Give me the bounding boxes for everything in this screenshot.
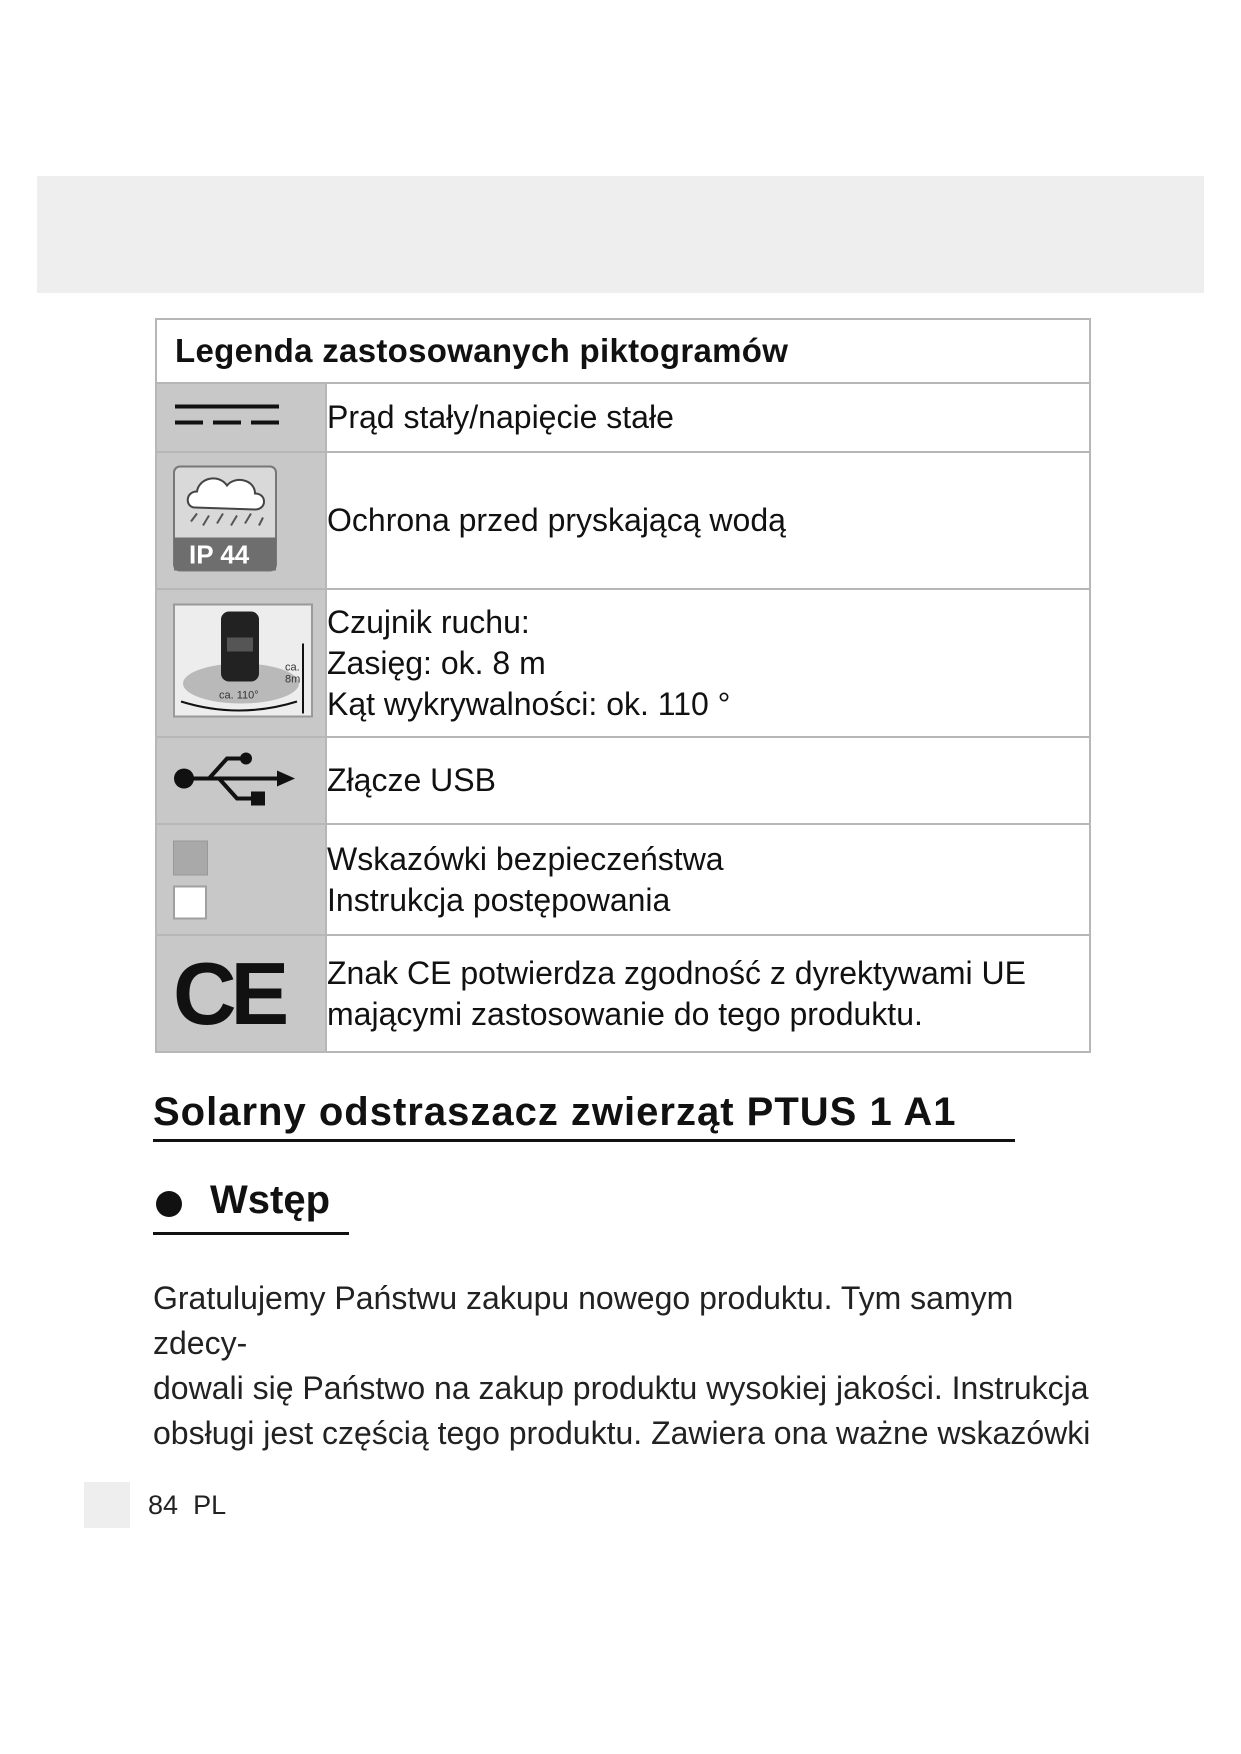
legend-row — [156, 824, 1090, 935]
paragraph-line: obsługi jest częścią tego produktu. Zawiera ona ważne wskazówki — [153, 1415, 1091, 1451]
safety-and-instruction-squares-icon — [173, 840, 208, 919]
legend-text: Prąd stały/napięcie stałe — [327, 399, 674, 435]
legend-row — [156, 935, 1090, 1052]
legend-text: Zasięg: ok. 8 m — [327, 644, 546, 681]
legend-text: Ochrona przed pryskającą wodą — [327, 502, 786, 538]
section-heading — [153, 1178, 349, 1235]
legend-text: Instrukcja postępowania — [327, 881, 671, 918]
page-marker — [84, 1482, 130, 1528]
pictogram-legend-table — [155, 318, 1091, 1053]
product-title: Solarny odstraszacz zwierząt PTUS 1 A1 — [153, 1090, 1015, 1142]
legend-text: Kąt wykrywalności: ok. 110 ° — [327, 685, 731, 722]
instruction-square-icon — [173, 885, 207, 919]
legend-text: Złącze USB — [327, 762, 496, 798]
safety-note-square-icon — [173, 840, 208, 875]
section-title: Wstęp — [210, 1178, 330, 1222]
legend-text: Znak CE potwierdza zgodność z dyrektywami UE — [327, 954, 1026, 991]
legend-text: Wskazówki bezpieczeństwa — [327, 840, 724, 877]
page-footer — [148, 1490, 226, 1521]
paragraph-line: dowali się Państwo na zakup produktu wysokiej jakości. Instrukcja — [153, 1370, 1089, 1406]
legend-text: Czujnik ruchu: — [327, 603, 530, 640]
legend-row — [156, 737, 1090, 824]
ip44-splash-protection-icon: IP 44 — [173, 465, 277, 576]
usb-icon — [173, 750, 297, 811]
legend-row — [156, 383, 1090, 452]
legend-row — [156, 589, 1090, 737]
paragraph-line: Gratulujemy Państwu zakupu nowego produktu. Tym samym zdecy- — [153, 1280, 1014, 1361]
legend-title: Legenda zastosowanych piktogramów — [156, 319, 1090, 383]
language-code: PL — [193, 1490, 227, 1520]
header-band — [37, 176, 1204, 293]
motion-sensor-icon: ca. 110° ca. 8m — [173, 604, 313, 723]
legend-row — [156, 452, 1090, 589]
page-number: 84 — [148, 1490, 179, 1520]
dc-current-icon — [173, 400, 283, 435]
intro-paragraph — [153, 1276, 1103, 1456]
legend-text: mającymi zastosowanie do tego produktu. — [327, 995, 923, 1032]
bullet-icon — [156, 1191, 182, 1217]
ce-mark-icon: CE — [173, 943, 284, 1043]
